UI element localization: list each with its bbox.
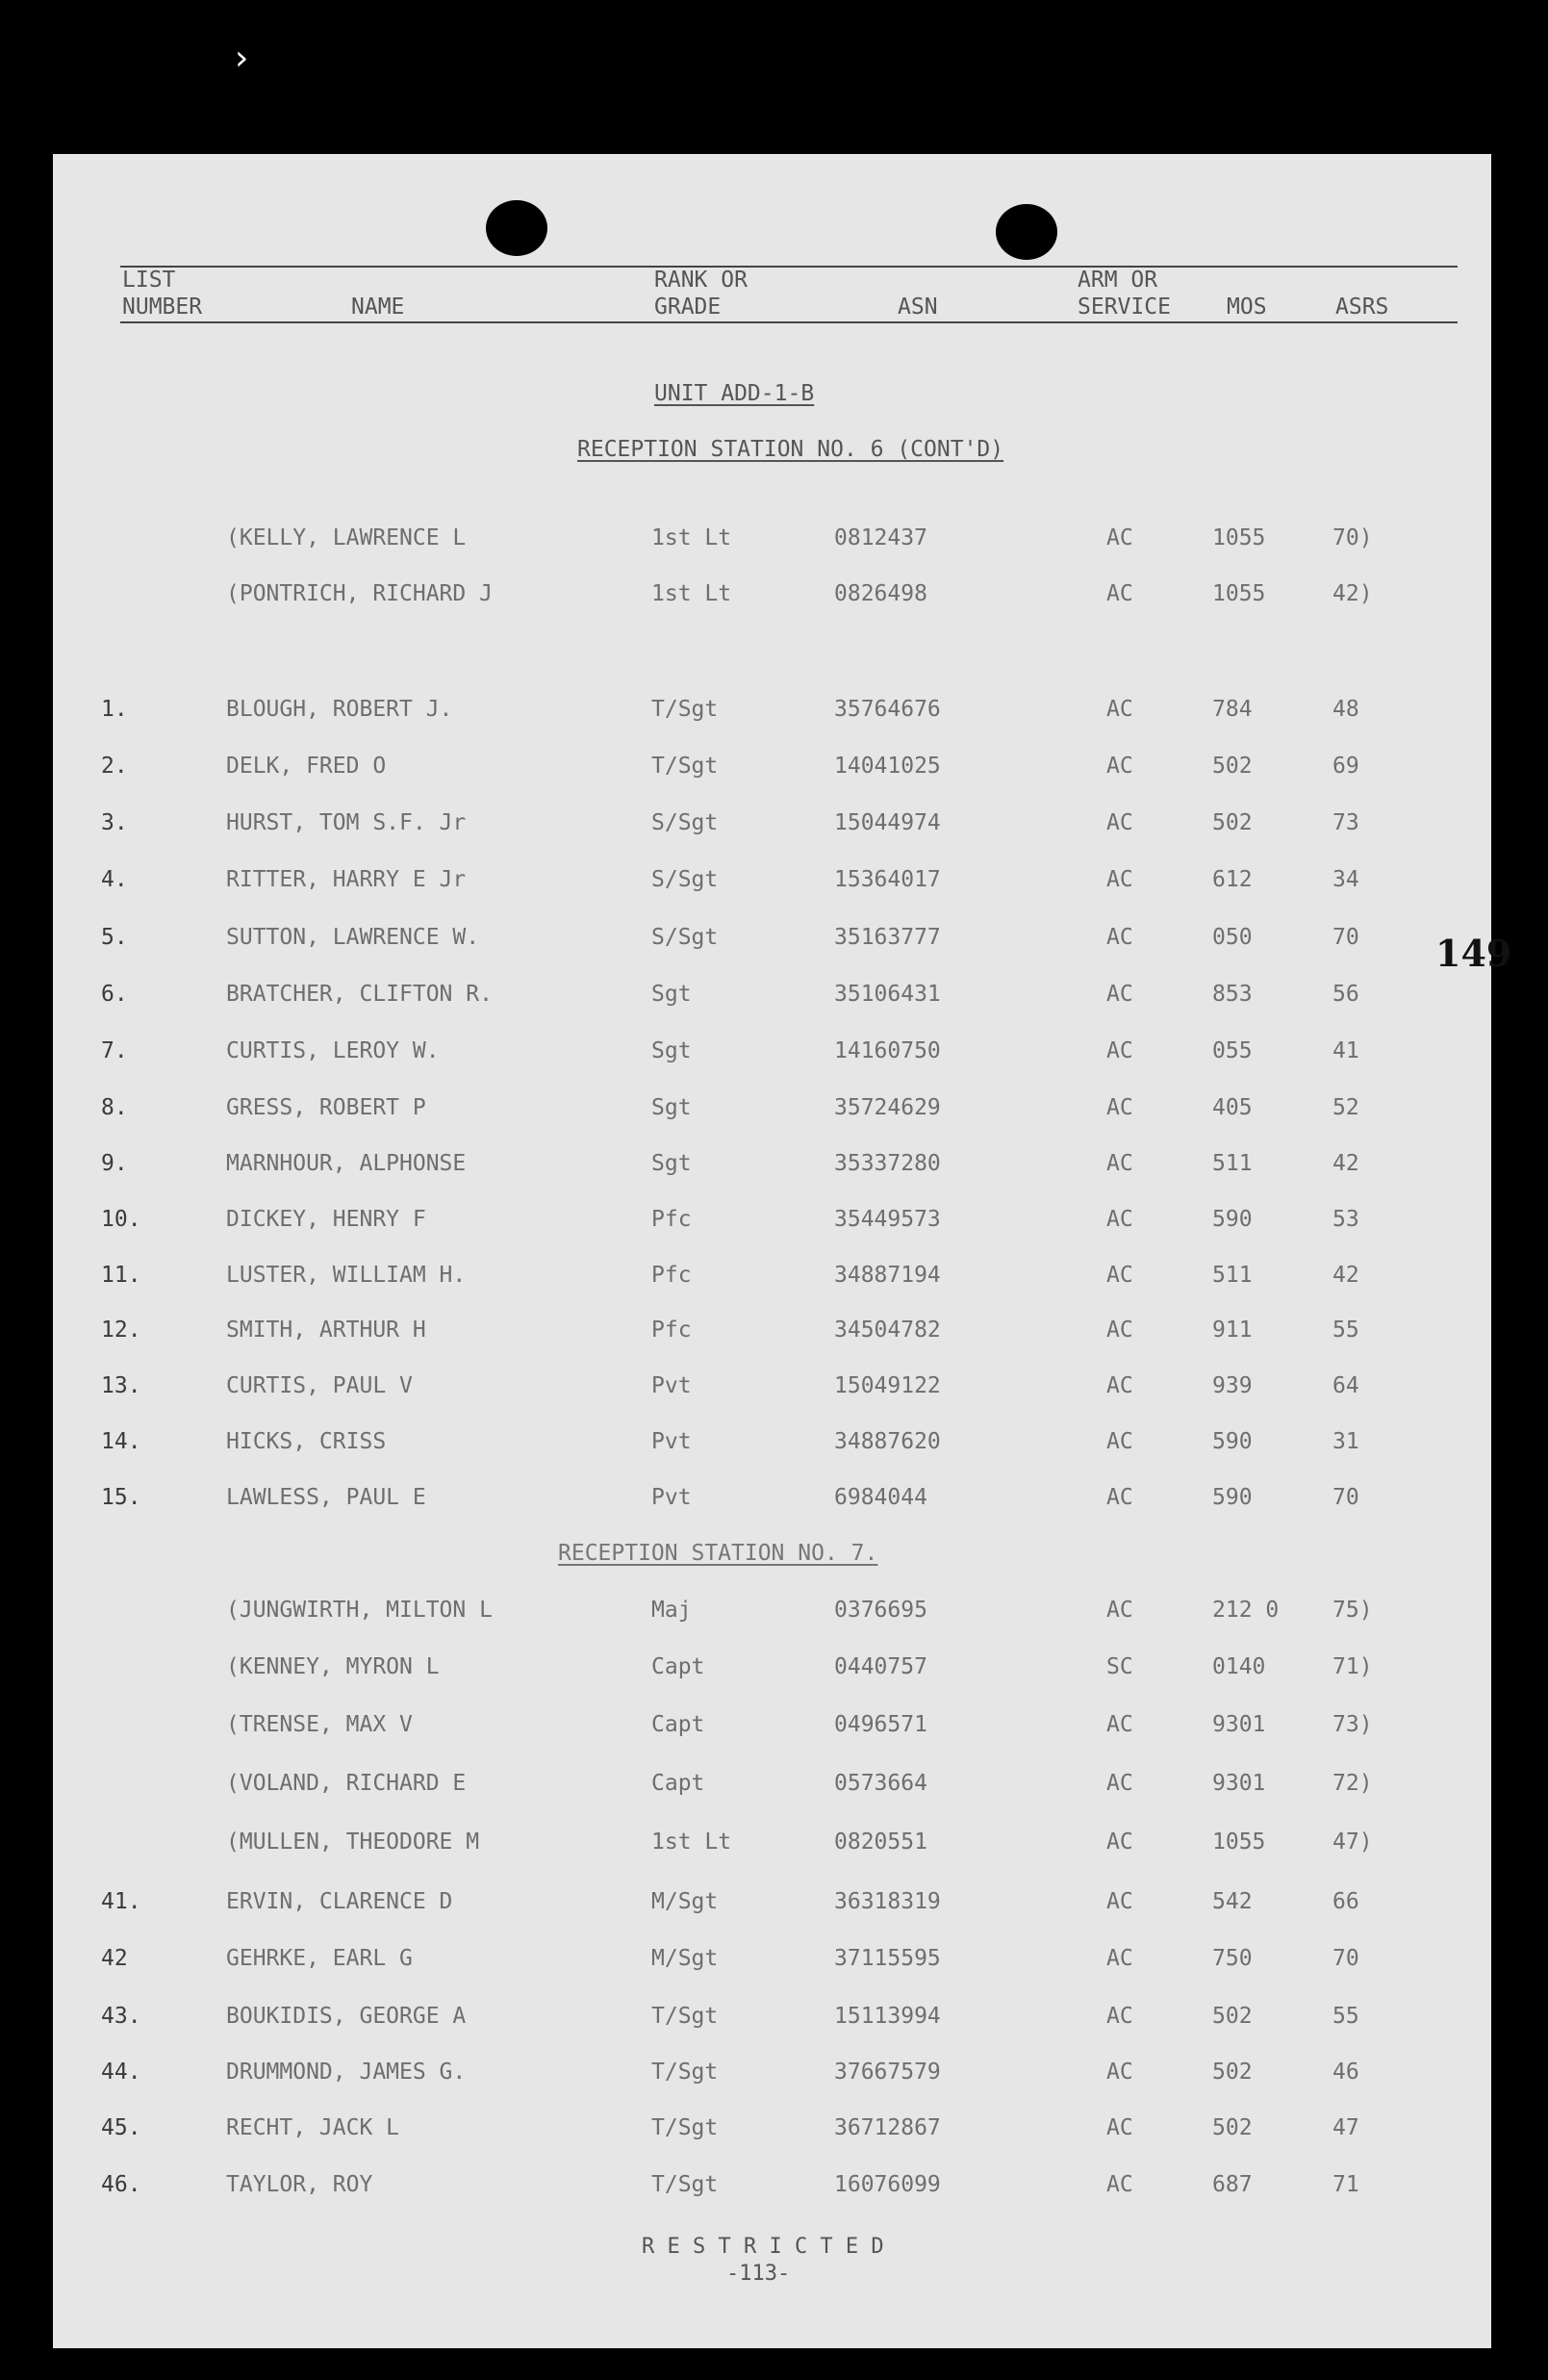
rank-cell: Maj bbox=[651, 1598, 692, 1623]
asn-cell: 35449573 bbox=[834, 1207, 941, 1232]
arm-cell: AC bbox=[1106, 982, 1133, 1007]
col-arm-label-2: SERVICE bbox=[1078, 294, 1171, 320]
asrs-cell: 41 bbox=[1332, 1038, 1359, 1063]
rank-cell: Sgt bbox=[651, 982, 692, 1007]
asn-cell: 16076099 bbox=[834, 2172, 941, 2197]
arm-cell: AC bbox=[1106, 2172, 1133, 2197]
asrs-cell: 70 bbox=[1332, 1485, 1359, 1510]
asrs-cell: 31 bbox=[1332, 1429, 1359, 1454]
list-number: 12. bbox=[101, 1318, 141, 1343]
arm-cell: AC bbox=[1106, 810, 1133, 835]
asrs-cell: 53 bbox=[1332, 1207, 1359, 1232]
arm-cell: AC bbox=[1106, 1429, 1133, 1454]
name-cell: (JUNGWIRTH, MILTON L bbox=[226, 1598, 493, 1623]
asn-cell: 15049122 bbox=[834, 1373, 941, 1398]
col-list-label-2: NUMBER bbox=[122, 294, 203, 320]
rank-cell: 1st Lt bbox=[651, 1830, 732, 1855]
mos-cell: 911 bbox=[1212, 1318, 1253, 1343]
list-number: 5. bbox=[101, 925, 128, 950]
stamp-number: 149 bbox=[1435, 932, 1512, 975]
table-row bbox=[53, 1773, 1491, 1802]
table-row bbox=[53, 1431, 1491, 1460]
corner-mark: › bbox=[231, 38, 252, 78]
name-cell: HURST, TOM S.F. Jr bbox=[226, 810, 467, 835]
rank-cell: Capt bbox=[651, 1654, 705, 1679]
table-row bbox=[53, 1153, 1491, 1182]
asn-cell: 15364017 bbox=[834, 867, 941, 892]
arm-cell: SC bbox=[1106, 1654, 1133, 1679]
name-cell: BRATCHER, CLIFTON R. bbox=[226, 982, 493, 1007]
mos-cell: 502 bbox=[1212, 810, 1253, 835]
col-rank-label-2: GRADE bbox=[654, 294, 722, 320]
name-cell: DRUMMOND, JAMES G. bbox=[226, 2060, 467, 2085]
asn-cell: 35106431 bbox=[834, 982, 941, 1007]
asrs-cell: 55 bbox=[1332, 2004, 1359, 2029]
asn-cell: 14160750 bbox=[834, 1038, 941, 1063]
mos-cell: 9301 bbox=[1212, 1771, 1266, 1796]
list-number: 1. bbox=[101, 697, 128, 722]
rank-cell: Pfc bbox=[651, 1207, 692, 1232]
arm-cell: AC bbox=[1106, 1771, 1133, 1796]
mos-cell: 542 bbox=[1212, 1889, 1253, 1914]
mos-cell: 612 bbox=[1212, 867, 1253, 892]
asn-cell: 15044974 bbox=[834, 810, 941, 835]
asrs-cell: 34 bbox=[1332, 867, 1359, 892]
name-cell: (KENNEY, MYRON L bbox=[226, 1654, 440, 1679]
mos-cell: 1055 bbox=[1212, 1830, 1266, 1855]
rank-cell: T/Sgt bbox=[651, 754, 719, 779]
mos-cell: 502 bbox=[1212, 754, 1253, 779]
rank-cell: Pvt bbox=[651, 1485, 692, 1510]
name-cell: (PONTRICH, RICHARD J bbox=[226, 581, 493, 606]
name-cell: BLOUGH, ROBERT J. bbox=[226, 697, 453, 722]
arm-cell: AC bbox=[1106, 1830, 1133, 1855]
col-asrs-label: ASRS bbox=[1335, 294, 1389, 320]
rank-cell: 1st Lt bbox=[651, 525, 732, 550]
name-cell: CURTIS, PAUL V bbox=[226, 1373, 413, 1398]
col-arm-label-1: ARM OR bbox=[1078, 268, 1158, 293]
page-number: -113- bbox=[726, 2262, 791, 2286]
mos-cell: 939 bbox=[1212, 1373, 1253, 1398]
list-number: 11. bbox=[101, 1263, 141, 1288]
list-number: 13. bbox=[101, 1373, 141, 1398]
col-mos-label: MOS bbox=[1227, 294, 1267, 320]
asn-cell: 35337280 bbox=[834, 1151, 941, 1176]
arm-cell: AC bbox=[1106, 1095, 1133, 1120]
asn-cell: 0573664 bbox=[834, 1771, 927, 1796]
name-cell: BOUKIDIS, GEORGE A bbox=[226, 2004, 467, 2029]
arm-cell: AC bbox=[1106, 867, 1133, 892]
arm-cell: AC bbox=[1106, 1373, 1133, 1398]
section-title-station-6: RECEPTION STATION NO. 6 (CONT'D) bbox=[577, 437, 1004, 462]
mos-cell: 511 bbox=[1212, 1263, 1253, 1288]
rank-cell: Capt bbox=[651, 1712, 705, 1737]
col-name-label: NAME bbox=[351, 294, 405, 320]
asrs-cell: 73 bbox=[1332, 810, 1359, 835]
arm-cell: AC bbox=[1106, 1712, 1133, 1737]
rank-cell: Pfc bbox=[651, 1263, 692, 1288]
arm-cell: AC bbox=[1106, 754, 1133, 779]
asn-cell: 36318319 bbox=[834, 1889, 941, 1914]
asrs-cell: 42) bbox=[1332, 581, 1373, 606]
arm-cell: AC bbox=[1106, 697, 1133, 722]
asrs-cell: 69 bbox=[1332, 754, 1359, 779]
list-number: 6. bbox=[101, 982, 128, 1007]
rank-cell: T/Sgt bbox=[651, 2060, 719, 2085]
arm-cell: AC bbox=[1106, 2004, 1133, 2029]
table-row bbox=[53, 699, 1491, 728]
list-number: 44. bbox=[101, 2060, 141, 2085]
name-cell: MARNHOUR, ALPHONSE bbox=[226, 1151, 467, 1176]
asrs-cell: 72) bbox=[1332, 1771, 1373, 1796]
rank-cell: M/Sgt bbox=[651, 1946, 719, 1971]
table-row bbox=[53, 812, 1491, 841]
rank-cell: Pvt bbox=[651, 1373, 692, 1398]
list-number: 4. bbox=[101, 867, 128, 892]
arm-cell: AC bbox=[1106, 1038, 1133, 1063]
asn-cell: 0496571 bbox=[834, 1712, 927, 1737]
asrs-cell: 52 bbox=[1332, 1095, 1359, 1120]
asn-cell: 37115595 bbox=[834, 1946, 941, 1971]
list-number: 41. bbox=[101, 1889, 141, 1914]
asrs-cell: 71 bbox=[1332, 2172, 1359, 2197]
arm-cell: AC bbox=[1106, 1207, 1133, 1232]
list-number: 3. bbox=[101, 810, 128, 835]
asrs-cell: 64 bbox=[1332, 1373, 1359, 1398]
restricted-label: R E S T R I C T E D bbox=[642, 2235, 884, 2259]
rank-cell: S/Sgt bbox=[651, 925, 719, 950]
list-number: 9. bbox=[101, 1151, 128, 1176]
section-title-station-7: RECEPTION STATION NO. 7. bbox=[558, 1541, 878, 1566]
punch-hole-left bbox=[486, 200, 547, 256]
rank-cell: M/Sgt bbox=[651, 1889, 719, 1914]
asn-cell: 37667579 bbox=[834, 2060, 941, 2085]
punch-hole-right bbox=[996, 204, 1057, 260]
table-row bbox=[53, 1209, 1491, 1238]
list-number: 8. bbox=[101, 1095, 128, 1120]
rank-cell: Pvt bbox=[651, 1429, 692, 1454]
col-list-label-1: LIST bbox=[122, 268, 176, 293]
list-number: 2. bbox=[101, 754, 128, 779]
asn-cell: 0376695 bbox=[834, 1598, 927, 1623]
mos-cell: 212 0 bbox=[1212, 1598, 1280, 1623]
list-number: 15. bbox=[101, 1485, 141, 1510]
mos-cell: 590 bbox=[1212, 1485, 1253, 1510]
asn-cell: 0812437 bbox=[834, 525, 927, 550]
asrs-cell: 42 bbox=[1332, 1151, 1359, 1176]
table-row bbox=[53, 755, 1491, 784]
table-row bbox=[53, 1948, 1491, 1977]
table-row bbox=[53, 1097, 1491, 1126]
arm-cell: AC bbox=[1106, 1889, 1133, 1914]
mos-cell: 1055 bbox=[1212, 581, 1266, 606]
mos-cell: 784 bbox=[1212, 697, 1253, 722]
asrs-cell: 56 bbox=[1332, 982, 1359, 1007]
mos-cell: 750 bbox=[1212, 1946, 1253, 1971]
mos-cell: 9301 bbox=[1212, 1712, 1266, 1737]
table-row bbox=[53, 2061, 1491, 2090]
rank-cell: Capt bbox=[651, 1771, 705, 1796]
name-cell: CURTIS, LEROY W. bbox=[226, 1038, 440, 1063]
arm-cell: AC bbox=[1106, 1946, 1133, 1971]
rank-cell: T/Sgt bbox=[651, 697, 719, 722]
table-row bbox=[53, 984, 1491, 1012]
table-row bbox=[53, 1891, 1491, 1920]
name-cell: (MULLEN, THEODORE M bbox=[226, 1830, 480, 1855]
table-row bbox=[53, 1714, 1491, 1743]
mos-cell: 502 bbox=[1212, 2060, 1253, 2085]
arm-cell: AC bbox=[1106, 581, 1133, 606]
name-cell: LAWLESS, PAUL E bbox=[226, 1485, 426, 1510]
name-cell: GEHRKE, EARL G bbox=[226, 1946, 413, 1971]
rank-cell: T/Sgt bbox=[651, 2004, 719, 2029]
list-number: 7. bbox=[101, 1038, 128, 1063]
rank-cell: Pfc bbox=[651, 1318, 692, 1343]
rank-cell: Sgt bbox=[651, 1095, 692, 1120]
asn-cell: 35764676 bbox=[834, 697, 941, 722]
header-bottom-rule bbox=[120, 321, 1458, 323]
asn-cell: 6984044 bbox=[834, 1485, 927, 1510]
table-row bbox=[53, 1656, 1491, 1685]
asrs-cell: 55 bbox=[1332, 1318, 1359, 1343]
asrs-cell: 42 bbox=[1332, 1263, 1359, 1288]
rank-cell: S/Sgt bbox=[651, 810, 719, 835]
table-row bbox=[53, 1375, 1491, 1404]
name-cell: SMITH, ARTHUR H bbox=[226, 1318, 426, 1343]
table-row bbox=[53, 927, 1491, 956]
table-row bbox=[53, 869, 1491, 898]
mos-cell: 511 bbox=[1212, 1151, 1253, 1176]
rank-cell: Sgt bbox=[651, 1038, 692, 1063]
asn-cell: 14041025 bbox=[834, 754, 941, 779]
table-row bbox=[53, 1487, 1491, 1516]
table-row bbox=[53, 527, 1491, 556]
mos-cell: 687 bbox=[1212, 2172, 1253, 2197]
table-row bbox=[53, 1319, 1491, 1348]
asrs-cell: 73) bbox=[1332, 1712, 1373, 1737]
mos-cell: 590 bbox=[1212, 1429, 1253, 1454]
table-row bbox=[53, 1040, 1491, 1069]
asn-cell: 0440757 bbox=[834, 1654, 927, 1679]
mos-cell: 055 bbox=[1212, 1038, 1253, 1063]
list-number: 43. bbox=[101, 2004, 141, 2029]
table-row bbox=[53, 1831, 1491, 1860]
name-cell: GRESS, ROBERT P bbox=[226, 1095, 426, 1120]
name-cell: DICKEY, HENRY F bbox=[226, 1207, 426, 1232]
name-cell: SUTTON, LAWRENCE W. bbox=[226, 925, 480, 950]
asn-cell: 36712867 bbox=[834, 2115, 941, 2140]
arm-cell: AC bbox=[1106, 2115, 1133, 2140]
asn-cell: 35163777 bbox=[834, 925, 941, 950]
asn-cell: 34887194 bbox=[834, 1263, 941, 1288]
list-number: 46. bbox=[101, 2172, 141, 2197]
mos-cell: 050 bbox=[1212, 925, 1253, 950]
asn-cell: 34887620 bbox=[834, 1429, 941, 1454]
asrs-cell: 46 bbox=[1332, 2060, 1359, 2085]
asrs-cell: 48 bbox=[1332, 697, 1359, 722]
asrs-cell: 66 bbox=[1332, 1889, 1359, 1914]
table-row bbox=[53, 2174, 1491, 2203]
arm-cell: AC bbox=[1106, 1263, 1133, 1288]
asn-cell: 34504782 bbox=[834, 1318, 941, 1343]
unit-title: UNIT ADD-1-B bbox=[654, 381, 815, 406]
table-row bbox=[53, 1265, 1491, 1293]
col-rank-label-1: RANK OR bbox=[654, 268, 748, 293]
mos-cell: 502 bbox=[1212, 2004, 1253, 2029]
name-cell: LUSTER, WILLIAM H. bbox=[226, 1263, 467, 1288]
name-cell: RITTER, HARRY E Jr bbox=[226, 867, 467, 892]
asrs-cell: 47) bbox=[1332, 1830, 1373, 1855]
rank-cell: 1st Lt bbox=[651, 581, 732, 606]
asn-cell: 35724629 bbox=[834, 1095, 941, 1120]
document-page bbox=[53, 154, 1512, 2348]
arm-cell: AC bbox=[1106, 1598, 1133, 1623]
table-row bbox=[53, 1599, 1491, 1628]
list-number: 42 bbox=[101, 1946, 128, 1971]
mos-cell: 590 bbox=[1212, 1207, 1253, 1232]
rank-cell: T/Sgt bbox=[651, 2115, 719, 2140]
list-number: 14. bbox=[101, 1429, 141, 1454]
asrs-cell: 47 bbox=[1332, 2115, 1359, 2140]
mos-cell: 405 bbox=[1212, 1095, 1253, 1120]
list-number: 45. bbox=[101, 2115, 141, 2140]
table-row bbox=[53, 583, 1491, 612]
mos-cell: 853 bbox=[1212, 982, 1253, 1007]
rank-cell: S/Sgt bbox=[651, 867, 719, 892]
table-row bbox=[53, 2117, 1491, 2146]
asn-cell: 0820551 bbox=[834, 1830, 927, 1855]
table-row bbox=[53, 2006, 1491, 2035]
name-cell: ERVIN, CLARENCE D bbox=[226, 1889, 453, 1914]
name-cell: (KELLY, LAWRENCE L bbox=[226, 525, 467, 550]
col-asn-label: ASN bbox=[898, 294, 938, 320]
name-cell: HICKS, CRISS bbox=[226, 1429, 387, 1454]
header-top-rule bbox=[120, 266, 1458, 268]
asrs-cell: 70) bbox=[1332, 525, 1373, 550]
asrs-cell: 70 bbox=[1332, 925, 1359, 950]
name-cell: DELK, FRED O bbox=[226, 754, 387, 779]
asn-cell: 0826498 bbox=[834, 581, 927, 606]
name-cell: RECHT, JACK L bbox=[226, 2115, 400, 2140]
arm-cell: AC bbox=[1106, 2060, 1133, 2085]
rank-cell: T/Sgt bbox=[651, 2172, 719, 2197]
arm-cell: AC bbox=[1106, 1151, 1133, 1176]
arm-cell: AC bbox=[1106, 925, 1133, 950]
name-cell: (VOLAND, RICHARD E bbox=[226, 1771, 467, 1796]
name-cell: (TRENSE, MAX V bbox=[226, 1712, 413, 1737]
arm-cell: AC bbox=[1106, 525, 1133, 550]
name-cell: TAYLOR, ROY bbox=[226, 2172, 373, 2197]
asn-cell: 15113994 bbox=[834, 2004, 941, 2029]
asrs-cell: 75) bbox=[1332, 1598, 1373, 1623]
mos-cell: 502 bbox=[1212, 2115, 1253, 2140]
mos-cell: 0140 bbox=[1212, 1654, 1266, 1679]
rank-cell: Sgt bbox=[651, 1151, 692, 1176]
asrs-cell: 70 bbox=[1332, 1946, 1359, 1971]
arm-cell: AC bbox=[1106, 1318, 1133, 1343]
asrs-cell: 71) bbox=[1332, 1654, 1373, 1679]
mos-cell: 1055 bbox=[1212, 525, 1266, 550]
list-number: 10. bbox=[101, 1207, 141, 1232]
arm-cell: AC bbox=[1106, 1485, 1133, 1510]
